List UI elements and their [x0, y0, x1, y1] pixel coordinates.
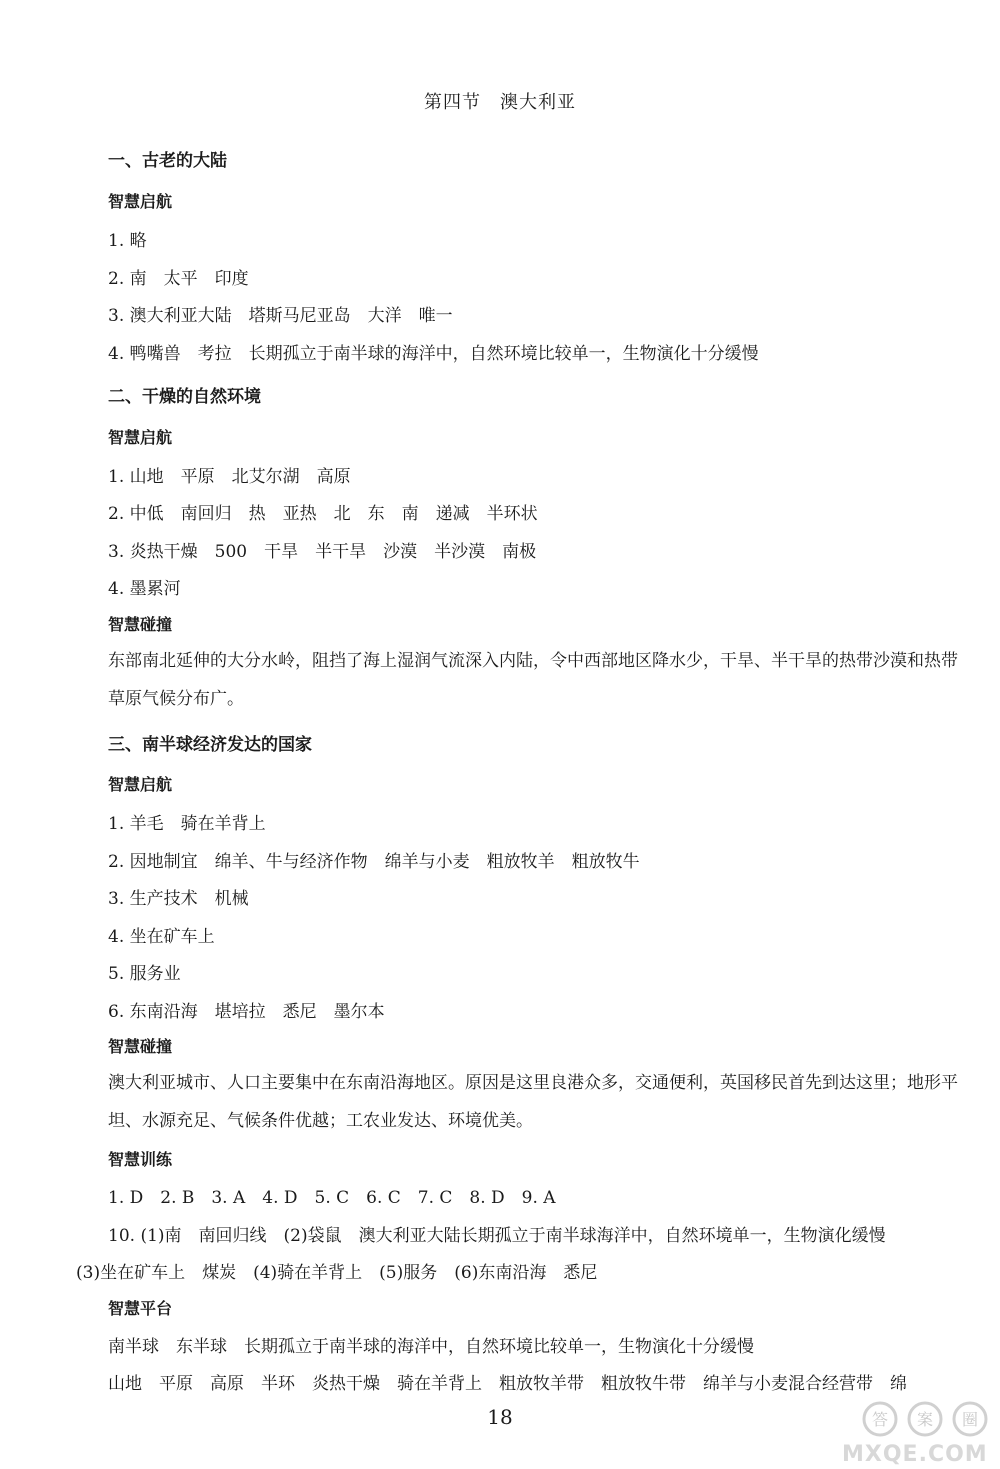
subsection-heading: 智慧启航: [108, 775, 173, 794]
answer-line: (3)坐在矿车上 煤炭 (4)骑在羊背上 (5)服务 (6)东南沿海 悉尼: [76, 1263, 598, 1283]
subsection-heading: 智慧训练: [108, 1150, 173, 1169]
watermark-char: 圈: [962, 1410, 979, 1429]
answer-paragraph: 澳大利亚城市、人口主要集中在东南沿海地区。原因是这里良港众多，交通便利，英国移民首先到达这里；地形平坦、水源充足、气候条件优越；工农业发达、环境优美。: [108, 1073, 958, 1131]
answer-line: 6. 东南沿海 堪培拉 悉尼 墨尔本: [108, 1002, 385, 1022]
answer-line: 3. 生产技术 机械: [108, 889, 249, 909]
page-number: 18: [487, 1405, 513, 1429]
subsection-heading: 智慧碰撞: [108, 615, 173, 634]
answer-line: 2. 南 太平 印度: [108, 269, 249, 289]
watermark-char: 案: [917, 1410, 934, 1429]
answer-line: 3. 炎热干燥 500 干旱 半干旱 沙漠 半沙漠 南极: [108, 542, 537, 562]
answer-line: 1. 略: [108, 231, 147, 251]
section-heading: 二、干燥的自然环境: [108, 387, 261, 407]
page-title: 第四节 澳大利亚: [424, 92, 576, 113]
answer-line: 4. 鸭嘴兽 考拉 长期孤立于南半球的海洋中，自然环境比较单一，生物演化十分缓慢: [108, 344, 759, 364]
subsection-heading: 智慧平台: [108, 1299, 173, 1318]
answer-line: 4. 墨累河: [108, 579, 181, 599]
subsection-heading: 智慧碰撞: [108, 1037, 173, 1056]
subsection-heading: 智慧启航: [108, 192, 173, 211]
answer-line: 南半球 东半球 长期孤立于南半球的海洋中，自然环境比较单一，生物演化十分缓慢: [108, 1337, 754, 1357]
answer-line: 1. 山地 平原 北艾尔湖 高原: [108, 467, 351, 487]
answer-line: 3. 澳大利亚大陆 塔斯马尼亚岛 大洋 唯一: [108, 306, 453, 326]
answer-line: 4. 坐在矿车上: [108, 927, 215, 947]
section-heading: 三、南半球经济发达的国家: [108, 735, 312, 755]
answer-paragraph: 东部南北延伸的大分水岭，阻挡了海上湿润气流深入内陆，令中西部地区降水少，干旱、半干旱的热带沙漠和热带草原气候分布广。: [108, 651, 958, 709]
answer-line: 10. (1)南 南回归线 (2)袋鼠 澳大利亚大陆长期孤立于南半球海洋中，自然环境单一，生物演化缓慢: [108, 1226, 886, 1246]
answer-line: 5. 服务业: [108, 964, 181, 984]
subsection-heading: 智慧启航: [108, 428, 173, 447]
section-heading: 一、古老的大陆: [108, 151, 227, 171]
answer-line: 2. 中低 南回归 热 亚热 北 东 南 递减 半环状: [108, 504, 538, 524]
answer-line: 山地 平原 高原 半环 炎热干燥 骑在羊背上 粗放牧羊带 粗放牧牛带 绵羊与小麦混合经营带 绵: [108, 1374, 907, 1394]
watermark-text: MXQE.COM: [842, 1442, 988, 1467]
watermark-char: 答: [872, 1410, 889, 1429]
answer-line: 2. 因地制宜 绵羊、牛与经济作物 绵羊与小麦 粗放牧羊 粗放牧牛: [108, 852, 640, 872]
answer-line: 1. 羊毛 骑在羊背上: [108, 814, 266, 834]
answer-line: 1. D 2. B 3. A 4. D 5. C 6. C 7. C 8. D 9. A: [108, 1188, 556, 1208]
